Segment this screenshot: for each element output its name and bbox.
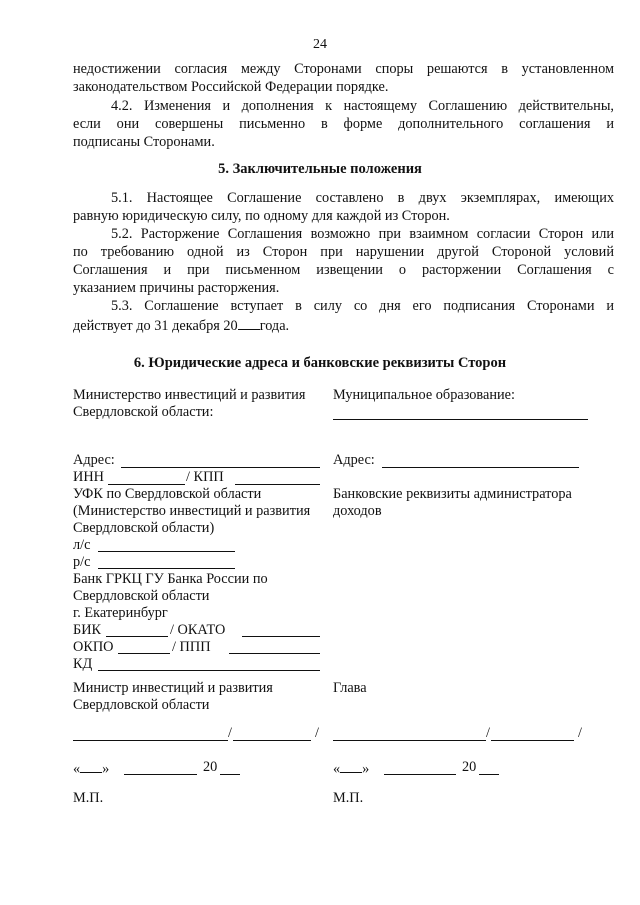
city-text: г. Екатеринбург bbox=[73, 605, 168, 621]
quote-open: « bbox=[73, 761, 81, 777]
bik-blank bbox=[106, 636, 168, 637]
kpp-label: / КПП bbox=[186, 469, 224, 485]
okpo-blank bbox=[118, 653, 170, 654]
date-line bbox=[73, 759, 109, 778]
paragraph-line: равную юридическую силу, по одному для каждой из Сторон. bbox=[73, 208, 450, 224]
bank-details-text: Банковские реквизиты администратора bbox=[333, 486, 572, 502]
day-blank bbox=[340, 759, 362, 773]
kd-label: КД bbox=[73, 656, 93, 672]
paragraph-line: 5.1. Настоящее Соглашение составлено в двух экземплярах, имеющих bbox=[111, 190, 614, 206]
seal-place-label: М.П. bbox=[73, 790, 104, 806]
signature-blank bbox=[73, 740, 228, 741]
year-blank bbox=[220, 774, 240, 775]
paragraph-line: указанием причины расторжения. bbox=[73, 280, 280, 296]
ppp-blank bbox=[229, 653, 320, 654]
party-name: Муниципальное образование: bbox=[333, 387, 515, 403]
address-blank bbox=[121, 467, 320, 468]
month-blank bbox=[124, 774, 197, 775]
day-blank bbox=[80, 759, 102, 773]
party-name: Свердловской области: bbox=[73, 404, 214, 420]
signatory-title: Свердловской области bbox=[73, 697, 210, 713]
paragraph-line: 5.3. Соглашение вступает в силу со дня его подписания Сторонами и bbox=[111, 298, 614, 314]
bank-text: Свердловской области bbox=[73, 588, 210, 604]
name-blank bbox=[491, 740, 574, 741]
rs-blank bbox=[98, 568, 235, 569]
paragraph-text: года. bbox=[259, 318, 290, 334]
date-line bbox=[333, 759, 369, 778]
year-prefix: 20 bbox=[462, 759, 477, 775]
okpo-label: ОКПО bbox=[73, 639, 114, 655]
party-name: Министерство инвестиций и развития bbox=[73, 387, 306, 403]
address-label: Адрес: bbox=[73, 452, 115, 468]
year-blank bbox=[238, 316, 260, 330]
ppp-label: / ППП bbox=[172, 639, 211, 655]
address-label: Адрес: bbox=[333, 452, 375, 468]
signatory-title: Глава bbox=[333, 680, 367, 696]
name-blank bbox=[233, 740, 311, 741]
signature-blank bbox=[333, 740, 486, 741]
inn-blank bbox=[108, 484, 185, 485]
paragraph-line: недостижении согласия между Сторонами споры решаются в установленном bbox=[73, 61, 614, 77]
slash-mark: / bbox=[228, 725, 232, 741]
paragraph-line: 5.2. Расторжение Соглашения возможно при взаимном согласии Сторон или bbox=[111, 226, 614, 242]
ls-label: л/с bbox=[73, 537, 91, 553]
bank-details-text: доходов bbox=[333, 503, 382, 519]
address-blank bbox=[382, 467, 579, 468]
paragraph-line: законодательством Российской Федерации порядке. bbox=[73, 79, 389, 95]
section-5-heading: 5. Заключительные положения bbox=[218, 161, 422, 177]
kpp-blank bbox=[235, 484, 320, 485]
party-name-blank bbox=[333, 419, 588, 420]
month-blank bbox=[384, 774, 456, 775]
slash-mark: / bbox=[486, 725, 490, 741]
paragraph-line: 4.2. Изменения и дополнения к настоящему Соглашению действительны, bbox=[111, 98, 614, 114]
paragraph-line: Соглашения и при письменном извещении о расторжении Соглашения с bbox=[73, 262, 614, 278]
quote-close: » bbox=[362, 761, 370, 777]
paragraph-line: подписаны Сторонами. bbox=[73, 134, 215, 150]
ufk-text: УФК по Свердловской области bbox=[73, 486, 262, 502]
paragraph-text: действует до 31 декабря 20 bbox=[73, 318, 238, 334]
inn-label: ИНН bbox=[73, 469, 104, 485]
okato-blank bbox=[242, 636, 320, 637]
rs-label: р/с bbox=[73, 554, 91, 570]
slash-mark: / bbox=[315, 725, 319, 741]
ls-blank bbox=[98, 551, 235, 552]
section-6-heading: 6. Юридические адреса и банковские реквизиты Сторон bbox=[133, 355, 507, 371]
year-prefix: 20 bbox=[203, 759, 218, 775]
paragraph-line: по требованию одной из Сторон при нарушении другой Стороной условий bbox=[73, 244, 614, 260]
year-blank bbox=[479, 774, 499, 775]
slash-mark: / bbox=[578, 725, 582, 741]
okato-label: / ОКАТО bbox=[170, 622, 226, 638]
ministry-text: (Министерство инвестиций и развития bbox=[73, 503, 311, 519]
bik-label: БИК bbox=[73, 622, 102, 638]
page-number: 24 bbox=[313, 37, 327, 52]
paragraph-line: если они совершены письменно в форме дополнительного соглашения и bbox=[73, 116, 614, 132]
quote-open: « bbox=[333, 761, 341, 777]
paragraph-line bbox=[73, 316, 289, 335]
kd-blank bbox=[98, 670, 320, 671]
ministry-text: Свердловской области) bbox=[73, 520, 215, 536]
signatory-title: Министр инвестиций и развития bbox=[73, 680, 273, 696]
quote-close: » bbox=[102, 761, 110, 777]
bank-text: Банк ГРКЦ ГУ Банка России по bbox=[73, 571, 268, 587]
seal-place-label: М.П. bbox=[333, 790, 364, 806]
